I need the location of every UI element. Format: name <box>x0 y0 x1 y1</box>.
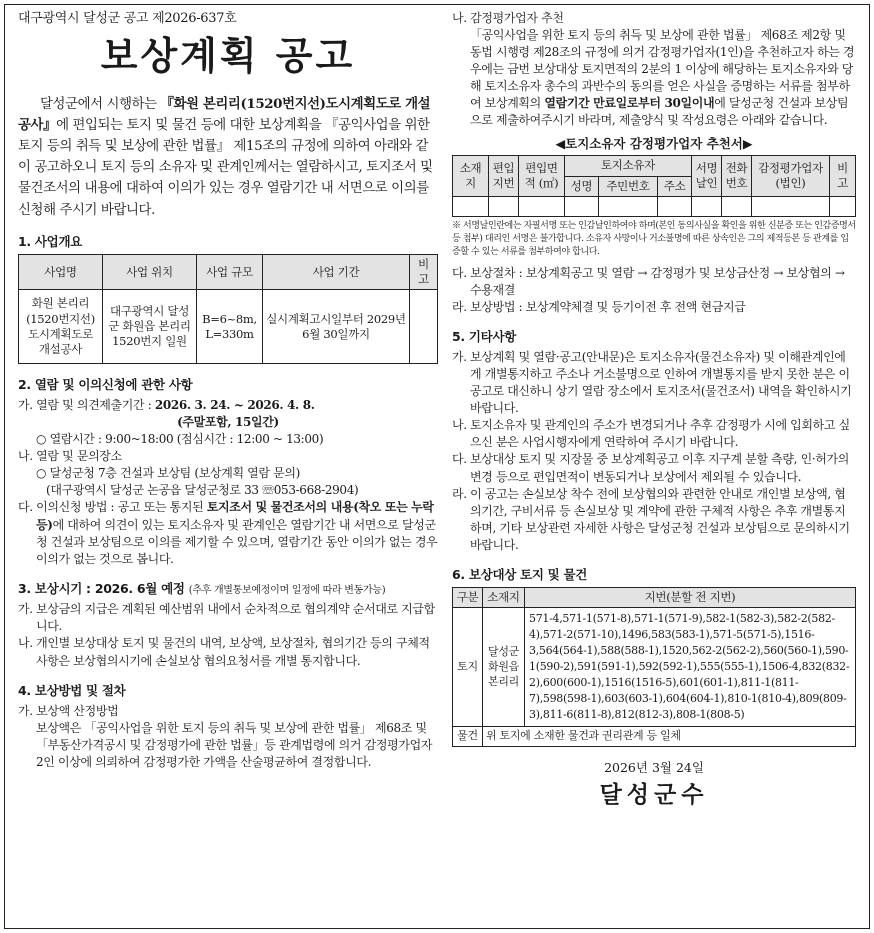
individual-notice: 나. 개인별 보상대상 토지 및 물건의 내역, 보상액, 보상절차, 협의기간 등의 구체적 사항은 보상협의시기에 손실보상 협의요청서를 개별 통지합니다. <box>18 636 430 668</box>
appraiser-deadline: 열람기간 만료일로부터 30일이내 <box>544 96 715 111</box>
compensation-timing: 2026. 6월 예정 <box>94 580 185 596</box>
section-3-label: 3. 보상시기 : <box>18 580 95 596</box>
section-2-heading: 2. 열람 및 이의신청에 관한 사항 <box>18 377 193 393</box>
cell-period: 실시계획고시일부터 2029년 6월 30일까지 <box>263 290 410 364</box>
inspection-days-text: (주말포함, 15일간) <box>177 415 279 430</box>
inspection-hours: ○ 열람시간 : 9:00~18:00 (점심시간 : 12:00 ~ 13:00) <box>36 432 324 447</box>
other-item-da: 다. 보상대상 토지 및 지장물 중 보상계획공고 이후 지구계 분할 측량, 인·허가의 변경 등으로 편입면적이 변동되거나 보상에서 제외될 수 있습니다. <box>452 452 850 484</box>
valuation-method-text: 보상액은 「공익사업을 위한 토지 등의 취득 및 보상에 관한 법률」 제68조 및 「부동산가격공시 및 감정평가에 관한 법률」등 관계법령에 의거 감정평가업자 2인 이상에 의뢰하여 감정평가한 가액을 산술평균하여 결정합니다. <box>36 720 433 769</box>
section-5-heading: 5. 기타사항 <box>452 329 516 345</box>
other-item-ra: 라. 이 공고는 손실보상 착수 전에 보상협의와 관련한 안내로 개인별 보상액, 협의기간, 구비서류 등 손실보상 및 계약에 관한 구체적 사항은 추후 개별통지하며, 기타 보상관련 자세한 사항은 달성군청 건설과 보상팀으로 문의하시기 바랍니다. <box>452 486 850 552</box>
compensation-target-table <box>452 587 856 747</box>
intro-text-2: 에 편입되는 토지 및 물건 등에 대한 보상계획을 『공익사업을 위한 토지 등의 취득 및 보상에 관한 법률』 제15조의 규정에 의하여 아래와 같이 공고하오니 토지 등의 소유자 및 관계인께서는 열람하시고, 토지조서 및 물건조서의 내용에 대하여 이의가 있는 경우 열람기간 내 서면으로 이의를 신청해 주시기 바랍니다. <box>18 117 433 218</box>
col-header-scale: 사업 규모 <box>197 255 263 290</box>
appraiser-recommendation-label: 나. 감정평가업자 추천 <box>452 11 564 25</box>
compensation-timing-note: (추후 개별통보예정이며 일정에 따라 변동가능) <box>188 584 386 596</box>
compensation-procedure: 다. 보상절차 : 보상계획공고 및 열람 → 감정평가 및 보상금산정 → 보상협의 → 수용재결 <box>452 265 845 297</box>
col-header-location: 사업 위치 <box>103 255 197 290</box>
form-blank-row <box>453 196 856 216</box>
land-location: 달성군 화원읍 본리리 <box>483 608 525 727</box>
form-footnote: ※ 서명날인란에는 자필서명 또는 인감날인하여야 하며(본인 동의사실을 확인을 위한 신분증 또는 인감증명서 등 첨부) 대리인 서명은 불가합니다. 소유자 사망이나 거소불명에 따른 상속인은 그의 제적등본 등 관계를 입증할 수 있는 서류를 첨부하여야 합니다. <box>452 220 856 257</box>
col-header-project-name: 사업명 <box>19 255 103 290</box>
doc-number: 대구광역시 달성군 공고 제2026-637호 <box>18 11 237 26</box>
form-col-lot: 편입 지번 <box>489 156 519 196</box>
col-header-period: 사업 기간 <box>263 255 410 290</box>
other-item-ga: 가. 보상계획 및 열람·공고(안내문)은 토지소유자(물건소유자) 및 이해관계인에게 개별통지하고 주소나 거소불명으로 인하여 개별통지를 받지 못한 분은 이 공고로 대신하니 상기 열람 장소에서 토지조서(물건조서) 내역을 확인하시기 바랍니다. <box>452 350 852 416</box>
cell-scale: B=6~8m, L=330m <box>197 290 263 364</box>
cell-note <box>410 290 438 364</box>
compensation-method: 라. 보상방법 : 보상계약체결 및 등기이전 후 전액 현금지급 <box>452 300 746 315</box>
form-col-area: 편입면적 (㎡) <box>519 156 565 196</box>
form-col-owner: 토지소유자 <box>565 156 692 176</box>
land-col-lot: 지번(분할 전 지번) <box>525 587 856 607</box>
section-3-heading <box>18 580 438 598</box>
land-header-row <box>453 587 856 607</box>
form-header-row-1 <box>453 156 856 176</box>
object-type: 물건 <box>453 727 483 747</box>
form-col-owner-name: 성명 <box>565 176 599 196</box>
land-parcels: 571-4,571-1(571-8),571-1(571-9),582-1(582-3),582-2(582-4),571-2(571-10),1496,583(583-1),571-5(571-5),1516-3,564(564-1),588(588-1),1520,562-2(562-2),560(560-1),590-1(590-2),591(591-1),592(592-1),555(555-1),1506-4,832(832-2),600(600-1),1516(1516-5),601(601-1),811-1(811-7),598(598-1),603(603-1),604(604-1),810-1(810-4),809(809-3),811-6(811-8),812(812-3),808-1(808-5) <box>525 608 856 727</box>
inspection-days <box>18 414 438 431</box>
land-type: 토지 <box>453 608 483 727</box>
page-title: 보상계획 공고 <box>100 33 356 78</box>
recommendation-form-table <box>452 155 856 216</box>
inspection-place: ○ 달성군청 7층 건설과 보상팀 (보상계획 열람 문의) <box>36 466 300 481</box>
intro-text-1: 달성군에서 시행하는 <box>40 96 161 112</box>
right-column <box>452 10 856 812</box>
objection-text-2: 에 대하여 의견이 있는 토지소유자 및 관계인은 열람기간 내 서면으로 달성군청 건설과 보상팀으로 이의를 제기할 수 있으며, 열람기간 동안 이의가 없는 경우 이의가 없는 것으로 봅니다. <box>36 517 438 566</box>
inspection-period-label: 가. 열람 및 의견제출기간 : <box>18 398 155 413</box>
inspection-address: (대구광역시 달성군 논공읍 달성군청로 33 ☏053-668-2904) <box>46 483 359 498</box>
issue-date: 2026년 3월 24일 <box>604 759 704 775</box>
issuer-name: 달성군수 <box>599 782 709 809</box>
form-col-owner-address: 주소 <box>658 176 692 196</box>
form-col-owner-id: 주민번호 <box>598 176 657 196</box>
form-col-phone: 전화 번호 <box>722 156 752 196</box>
appraiser-text-2: 에 달성군청 건설과 보상팀으로 제출하여주시기 바라며, 제출양식 및 작성요령은 아래와 같습니다. <box>470 96 849 128</box>
intro-paragraph <box>18 94 438 221</box>
recommendation-form-title: ◀토지소유자 감정평가업자 추천서▶ <box>555 136 753 152</box>
inspection-period <box>18 397 438 414</box>
inspection-period-dates: 2026. 3. 24. ~ 2026. 4. 8. <box>154 398 315 413</box>
valuation-method-label: 가. 보상액 산정방법 <box>18 703 119 718</box>
project-name: 『화원 본리리(1520번지선)도시계획도로 개설공사』 <box>18 95 431 133</box>
form-col-appraiser: 감정평가업자 (법인) <box>752 156 830 196</box>
appraiser-text-1: 「공익사업을 위한 토지 등의 취득 및 보상에 관한 법률」 제68조 제2항 및 동법 시행령 제28조의 규정에 의거 감정평가업자(1인)을 추천하고자 하는 경우에는 금번 보상대상 토지면적의 2분의 1 이상에 해당하는 토지소유자와 당해 토지소유자 총수의 과반수의 동의를 얻은 사실을 증명하는 서류를 첨부하여 보상계획의 <box>470 28 855 111</box>
form-col-seal: 서명 날인 <box>692 156 722 196</box>
table-row <box>453 727 856 747</box>
table-row <box>19 290 438 364</box>
table-row <box>453 608 856 727</box>
form-col-location: 소재지 <box>453 156 489 196</box>
objection-text-1: 다. 이의신청 방법 : 공고 또는 통지된 <box>18 500 207 515</box>
object-description: 위 토지에 소재한 물건과 권리관계 등 일체 <box>483 727 856 747</box>
form-col-note: 비고 <box>830 156 856 196</box>
section-1-heading: 1. 사업개요 <box>18 233 82 249</box>
payment-order: 가. 보상금의 지급은 계획된 예산범위 내에서 순차적으로 협의계약 순서대로 지급합니다. <box>18 602 435 634</box>
section-4-heading: 4. 보상방법 및 절차 <box>18 682 126 698</box>
project-overview-table <box>18 254 438 364</box>
appraiser-recommendation-text <box>452 27 856 129</box>
table-header-row <box>19 255 438 290</box>
other-item-na: 나. 토지소유자 및 관계인의 주소가 변경되거나 추후 감정평가 시에 입회하고 싶으신 분은 사업시행자에게 연락하여 주시기 바랍니다. <box>452 418 850 450</box>
cell-location: 대구광역시 달성군 화원읍 본리리 1520번지 일원 <box>103 290 197 364</box>
objection-method <box>18 499 438 567</box>
left-column <box>18 10 438 771</box>
objection-bold: 토지조서 및 물건조서의 내용(착오 또는 누락 등) <box>36 500 434 532</box>
cell-project-name: 화원 본리리 (1520번지선) 도시계획도로 개설공사 <box>19 290 103 364</box>
land-col-location: 소재지 <box>483 587 525 607</box>
land-col-type: 구분 <box>453 587 483 607</box>
inspection-place-label: 나. 열람 및 문의장소 <box>18 449 122 464</box>
col-header-note: 비고 <box>410 255 438 290</box>
section-6-heading: 6. 보상대상 토지 및 물건 <box>452 566 588 582</box>
